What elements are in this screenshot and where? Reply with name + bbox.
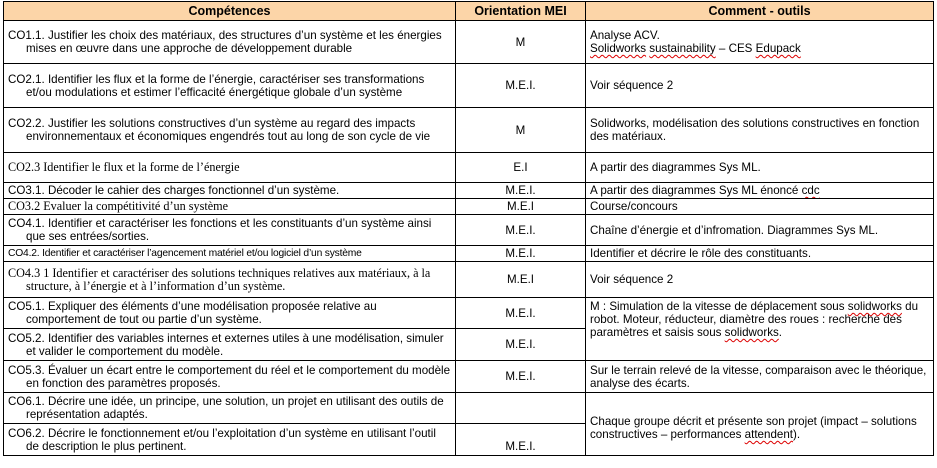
header-orientation: Orientation MEI bbox=[456, 2, 586, 21]
competence-cell: CO2.2. Justifier les solutions constructives d’un système au regard des impacts environnementaux et économiques engendrés tout au long de son cycle de vie bbox=[4, 108, 456, 153]
competence-cell: CO6.1. Décrire une idée, un principe, une solution, un projet en utilisant des outils de représentation adaptés. bbox=[4, 393, 456, 424]
table-row bbox=[4, 393, 934, 424]
table-row bbox=[4, 298, 934, 329]
table-row bbox=[4, 361, 934, 393]
comment-cell: Voir séquence 2 bbox=[586, 64, 934, 108]
table-row bbox=[4, 199, 934, 215]
orientation-cell: M bbox=[456, 21, 586, 64]
table-row bbox=[4, 262, 934, 298]
orientation-cell: M.E.I. bbox=[456, 64, 586, 108]
competences-table bbox=[3, 1, 934, 456]
comment-cell: Chaîne d’énergie et d’infromation. Diagrammes Sys ML. bbox=[586, 215, 934, 246]
competence-cell: CO2.3 Identifier le flux et la forme de l’énergie bbox=[4, 153, 456, 183]
competence-cell: CO1.1. Justifier les choix des matériaux, des structures d’un système et les énergies mises en œuvre dans une approche de développement durable bbox=[4, 21, 456, 64]
competence-cell: CO4.1. Identifier et caractériser les fonctions et les constituants d’un système ainsi que ses entrées/sorties. bbox=[4, 215, 456, 246]
competence-cell: CO3.1. Décoder le cahier des charges fonctionnel d’un système. bbox=[4, 183, 456, 199]
table-row bbox=[4, 215, 934, 246]
table-row bbox=[4, 108, 934, 153]
orientation-cell: M.E.I. bbox=[456, 298, 586, 329]
competence-cell: CO5.3. Évaluer un écart entre le comportement du réel et le comportement du modèle en fonction des paramètres proposés. bbox=[4, 361, 456, 393]
competence-cell: CO4.3 1 Identifier et caractériser des solutions techniques relatives aux matériaux, à la structure, à l’énergie et à l’information d’un système. bbox=[4, 262, 456, 298]
comment-cell: M : Simulation de la vitesse de déplacement sous solidworks du robot. Moteur, réducteur, diamètre des roues : recherche des paramètres et saisis sous solidworks. bbox=[586, 298, 934, 361]
comment-cell: A partir des diagrammes Sys ML. bbox=[586, 153, 934, 183]
header-competences: Compétences bbox=[4, 2, 456, 21]
orientation-cell: M.E.I. bbox=[456, 246, 586, 262]
orientation-cell: M.E.I. bbox=[456, 183, 586, 199]
orientation-cell bbox=[456, 393, 586, 424]
table-row bbox=[4, 21, 934, 64]
comment-cell: Analyse ACV. Solidworks sustainability – CES Edupack bbox=[586, 21, 934, 64]
header-row bbox=[4, 2, 934, 21]
table-row bbox=[4, 246, 934, 262]
header-comment: Comment - outils bbox=[586, 2, 934, 21]
competence-cell: CO5.1. Expliquer des éléments d’une modélisation proposée relative au comportement de tout ou partie d’un système. bbox=[4, 298, 456, 329]
comment-cell: Course/concours bbox=[586, 199, 934, 215]
orientation-cell: M.E.I bbox=[456, 262, 586, 298]
competence-cell: CO6.2. Décrire le fonctionnement et/ou l’exploitation d’un système en utilisant l’outil de description le plus pertinent. bbox=[4, 424, 456, 456]
orientation-cell: E.I bbox=[456, 153, 586, 183]
competence-cell: CO2.1. Identifier les flux et la forme de l’énergie, caractériser ses transformations et/ou modulations et estimer l’efficacité énergétique globale d’un système bbox=[4, 64, 456, 108]
orientation-cell: M.E.I bbox=[456, 199, 586, 215]
orientation-cell: M bbox=[456, 108, 586, 153]
competence-cell: CO4.2. Identifier et caractériser l’agencement matériel et/ou logiciel d’un système bbox=[4, 246, 456, 262]
orientation-cell: M.E.I. bbox=[456, 424, 586, 456]
table-row bbox=[4, 153, 934, 183]
table-row bbox=[4, 64, 934, 108]
orientation-cell: M.E.I. bbox=[456, 329, 586, 361]
comment-cell: Sur le terrain relevé de la vitesse, comparaison avec le théorique, analyse des écarts. bbox=[586, 361, 934, 393]
comment-cell: A partir des diagrammes Sys ML énoncé cdc bbox=[586, 183, 934, 199]
competence-cell: CO3.2 Evaluer la compétitivité d’un système bbox=[4, 199, 456, 215]
table-row bbox=[4, 183, 934, 199]
orientation-cell: M.E.I. bbox=[456, 361, 586, 393]
competence-cell: CO5.2. Identifier des variables internes et externes utiles à une modélisation, simuler et valider le comportement du modèle. bbox=[4, 329, 456, 361]
comment-cell: Solidworks, modélisation des solutions constructives en fonction des matériaux. bbox=[586, 108, 934, 153]
comment-cell: Voir séquence 2 bbox=[586, 262, 934, 298]
orientation-cell: M.E.I. bbox=[456, 215, 586, 246]
comment-cell: Chaque groupe décrit et présente son projet (impact – solutions constructives – performances attendent). bbox=[586, 393, 934, 456]
comment-cell: Identifier et décrire le rôle des constituants. bbox=[586, 246, 934, 262]
